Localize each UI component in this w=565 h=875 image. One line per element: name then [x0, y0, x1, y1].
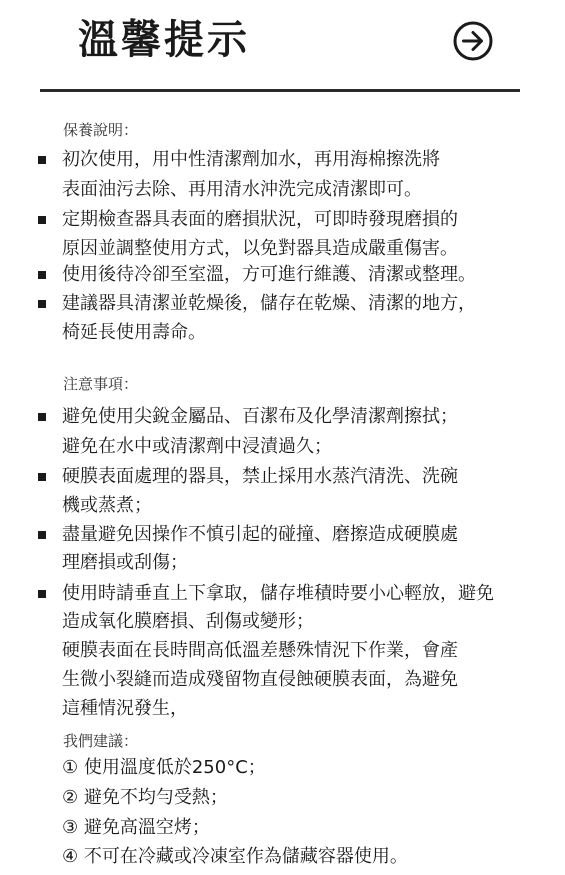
notice-line: 避免使用尖銳金屬品、百潔布及化學清潔劑擦拭；: [62, 406, 458, 427]
bullet-marker: [38, 271, 46, 279]
suggestion-item: ④ 不可在冷藏或冷凍室作為儲藏容器使用。: [62, 846, 408, 867]
notice-line: 理磨損或刮傷；: [62, 552, 188, 573]
care-line: 初次使用，用中性清潔劑加水，再用海棉擦洗將: [62, 149, 440, 170]
arrow-right-circle-icon[interactable]: [452, 20, 494, 62]
suggestion-heading: 我們建議：: [63, 732, 139, 750]
care-heading: 保養說明：: [63, 121, 139, 139]
notice-line: 硬膜表面處理的器具，禁止採用水蒸汽清洗、洗碗: [62, 466, 458, 487]
notice-line: 硬膜表面在長時間高低溫差懸殊情況下作業，會產: [62, 640, 458, 661]
page-title: 溫馨提示: [78, 17, 250, 63]
notice-line: 機或蒸煮；: [62, 495, 152, 516]
care-line: 建議器具清潔並乾燥後，儲存在乾燥、清潔的地方，: [62, 293, 476, 314]
bullet-marker: [38, 413, 46, 421]
care-line: 原因並調整使用方式，以免對器具造成嚴重傷害。: [62, 238, 458, 259]
suggestion-item: ③ 避免高溫空烤；: [62, 817, 210, 838]
suggestion-item: ① 使用溫度低於250°C；: [62, 757, 266, 778]
bullet-marker: [38, 590, 46, 598]
care-line: 定期檢查器具表面的磨損狀況，可即時發現磨損的: [62, 209, 458, 230]
suggestion-item: ② 避免不均勻受熱；: [62, 787, 228, 808]
care-line: 使用後待冷卻至室溫，方可進行維護、清潔或整理。: [62, 264, 476, 285]
care-line: 椅延長使用壽命。: [62, 322, 206, 343]
bullet-marker: [38, 300, 46, 308]
notice-line: 避免在水中或清潔劑中浸漬過久；: [62, 436, 332, 457]
care-line: 表面油污去除、再用清水沖洗完成清潔即可。: [62, 179, 422, 200]
title-divider: [40, 89, 520, 92]
notice-line: 這種情況發生，: [62, 698, 188, 719]
bullet-marker: [38, 531, 46, 539]
bullet-marker: [38, 473, 46, 481]
notice-line: 盡量避免因操作不慎引起的碰撞、磨擦造成硬膜處: [62, 524, 458, 545]
notice-line: 生微小裂縫而造成殘留物直侵蝕硬膜表面，為避免: [62, 669, 458, 690]
notice-heading: 注意事項：: [63, 375, 139, 393]
notice-line: 使用時請垂直上下拿取，儲存堆積時要小心輕放，避免: [62, 583, 494, 604]
bullet-marker: [38, 156, 46, 164]
notice-line: 造成氧化膜磨損、刮傷或變形；: [62, 611, 314, 632]
bullet-marker: [38, 216, 46, 224]
